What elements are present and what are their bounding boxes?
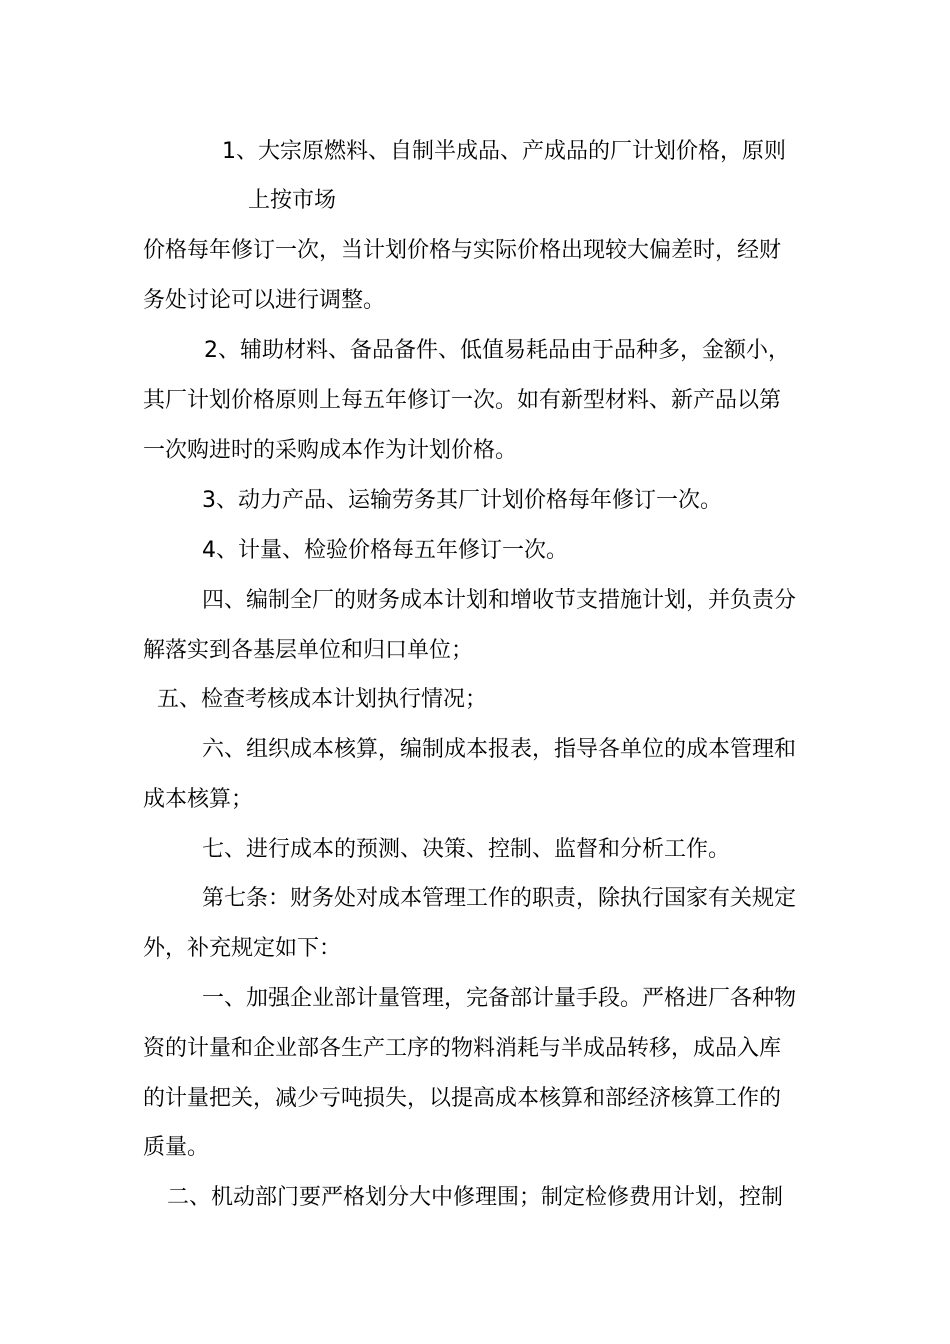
text-line: 上按市场 — [248, 188, 337, 213]
text-line: 3、动力产品、运输劳务其厂计划价格每年修订一次。 — [202, 488, 722, 513]
text-line: 一次购进时的采购成本作为计划价格。 — [143, 438, 518, 463]
text-line: 二、机动部门要严格划分大中修理围；制定检修费用计划，控制 — [167, 1185, 784, 1210]
text-line: 质量。 — [143, 1135, 210, 1160]
text-line: 2、辅助材料、备品备件、低值易耗品由于品种多，金额小， — [204, 338, 790, 363]
text-line: 五、检查考核成本计划执行情况； — [157, 687, 488, 712]
text-line: 成本核算； — [143, 787, 254, 812]
text-line: 资的计量和企业部各生产工序的物料消耗与半成品转移，成品入库 — [143, 1036, 782, 1061]
text-line: 解落实到各基层单位和归口单位； — [143, 638, 474, 663]
text-line: 四、编制全厂的财务成本计划和增收节支措施计划，并负责分 — [202, 588, 797, 613]
text-line: 其厂计划价格原则上每五年修订一次。如有新型材料、新产品以第 — [143, 388, 782, 413]
text-line: 六、组织成本核算，编制成本报表，指导各单位的成本管理和 — [202, 737, 797, 762]
text-line: 一、加强企业部计量管理，完备部计量手段。严格进厂各种物 — [202, 986, 797, 1011]
text-line: 七、进行成本的预测、决策、控制、监督和分析工作。 — [202, 837, 731, 862]
text-line: 价格每年修订一次，当计划价格与实际价格出现较大偏差时，经财 — [143, 238, 782, 263]
text-line: 1、大宗原燃料、自制半成品、产成品的厂计划价格，原则 — [222, 139, 786, 164]
text-line: 4、计量、检验价格每五年修订一次。 — [202, 538, 568, 563]
text-line: 务处讨论可以进行调整。 — [143, 288, 386, 313]
text-line: 第七条：财务处对成本管理工作的职责，除执行国家有关规定 — [202, 886, 797, 911]
text-line: 外，补充规定如下： — [143, 936, 342, 961]
text-line: 的计量把关，减少亏吨损失，以提高成本核算和部经济核算工作的 — [143, 1086, 782, 1111]
